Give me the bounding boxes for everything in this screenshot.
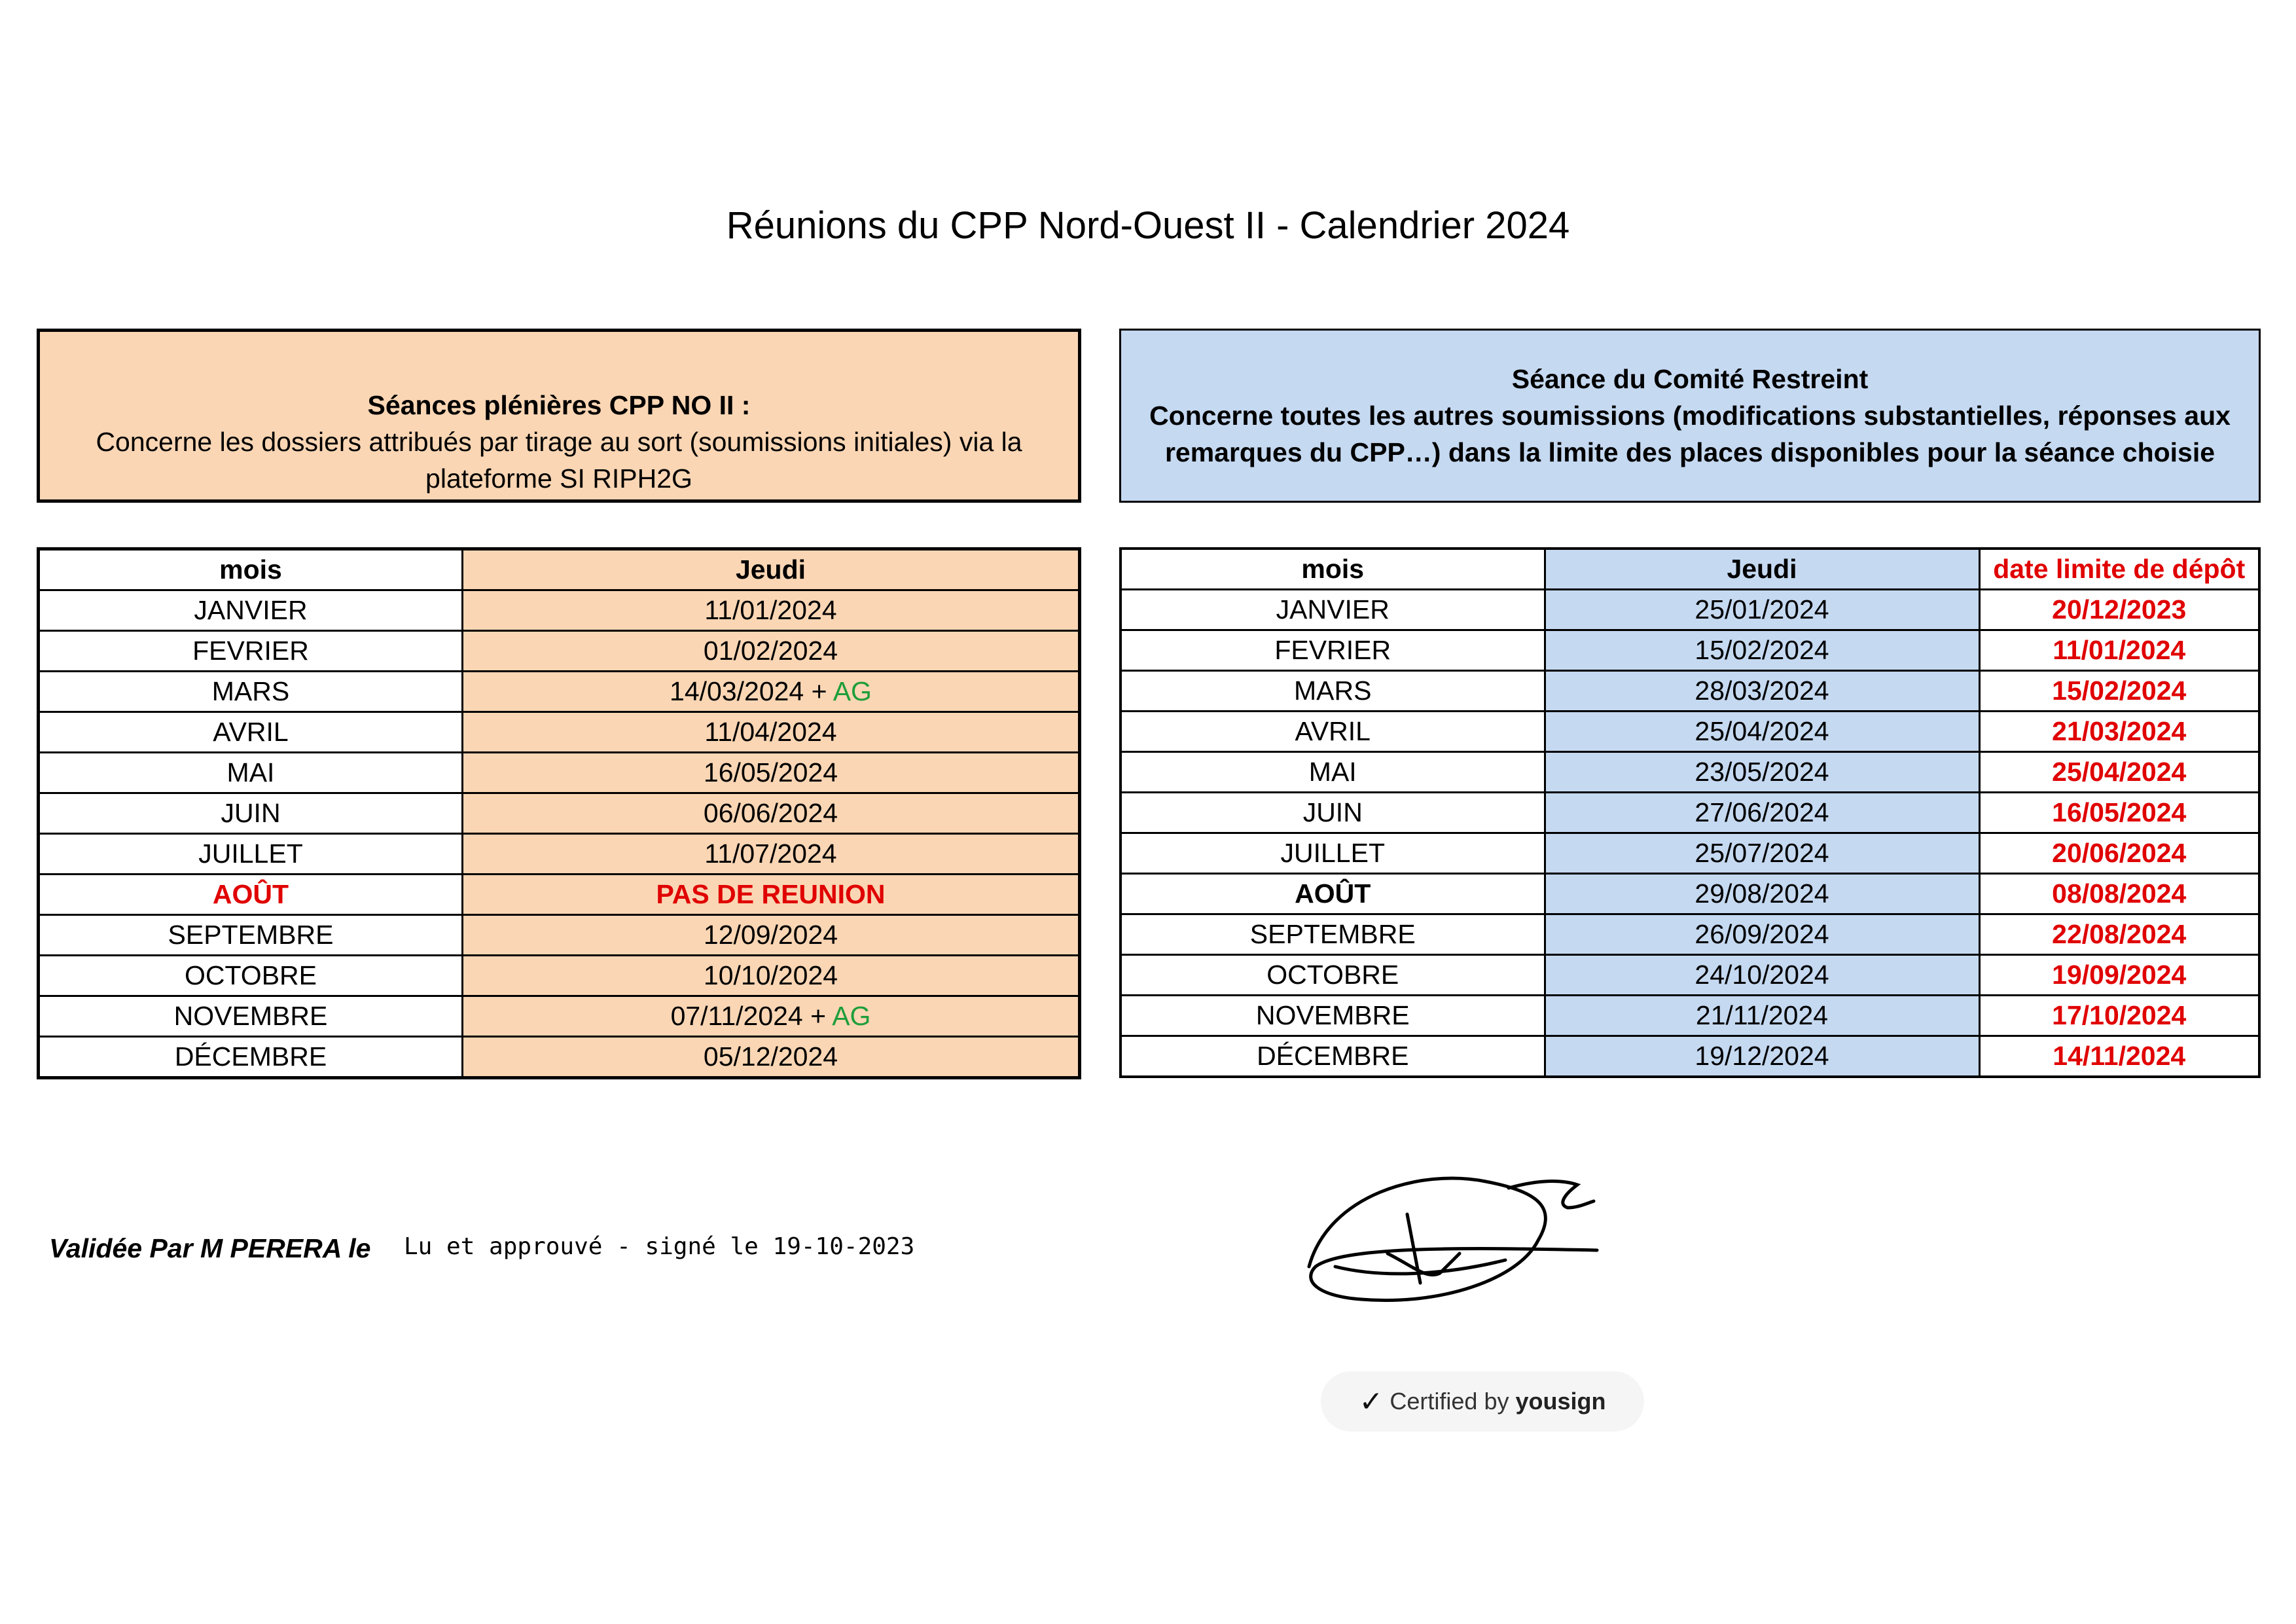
date-cell: [463, 996, 1080, 1037]
date-cell: [463, 915, 1080, 956]
deadline-cell: 22/08/2024: [1979, 914, 2259, 955]
month-cell: NOVEMBRE: [1121, 996, 1545, 1036]
date-cell: 24/10/2024: [1545, 955, 1979, 996]
date-cell: [463, 1037, 1080, 1078]
month-cell: MARS: [39, 672, 463, 712]
month-cell: MARS: [1121, 671, 1545, 712]
page-title: Réunions du CPP Nord-Ouest II - Calendrier 2024: [726, 204, 1570, 247]
date-text: PAS DE REUNION: [656, 879, 886, 909]
month-cell: JUILLET: [39, 834, 463, 875]
table-row: [39, 712, 1080, 753]
table-row: [39, 590, 1080, 631]
plenary-header-line1: Concerne les dossiers attribués par tirage au sort (soumissions initiales) via la: [96, 427, 1022, 457]
month-cell: AOÛT: [1121, 874, 1545, 914]
month-cell: JANVIER: [1121, 590, 1545, 630]
table-row: [1121, 671, 2259, 712]
committee-header-line1: Concerne toutes les autres soumissions (modifications substantielles, réponses aux: [1149, 401, 2231, 431]
deadline-cell: 16/05/2024: [1979, 793, 2259, 833]
table-row: [39, 834, 1080, 875]
date-text: 06/06/2024: [703, 798, 838, 828]
date-cell: 15/02/2024: [1545, 630, 1979, 671]
column-header-thursday: Jeudi: [463, 549, 1080, 590]
committee-header-box: [1119, 329, 2261, 503]
deadline-cell: 20/06/2024: [1979, 833, 2259, 874]
date-cell: 25/07/2024: [1545, 833, 1979, 874]
date-text: 11/04/2024: [704, 717, 837, 747]
table-row: [1121, 793, 2259, 833]
table-row: [1121, 630, 2259, 671]
date-text: 16/05/2024: [703, 757, 838, 787]
month-cell: JUIN: [39, 793, 463, 834]
date-cell: [463, 956, 1080, 996]
date-text: 11/07/2024: [704, 839, 837, 869]
date-text: 10/10/2024: [703, 960, 838, 990]
deadline-cell: 17/10/2024: [1979, 996, 2259, 1036]
table-row: [1121, 955, 2259, 996]
column-header-thursday: Jeudi: [1545, 549, 1979, 590]
deadline-cell: 19/09/2024: [1979, 955, 2259, 996]
month-cell: OCTOBRE: [39, 956, 463, 996]
month-cell: JUIN: [1121, 793, 1545, 833]
yousign-logo-text: yousign: [1515, 1388, 1606, 1415]
table-row: [1121, 914, 2259, 955]
deadline-cell: 25/04/2024: [1979, 752, 2259, 793]
month-cell: JUILLET: [1121, 833, 1545, 874]
month-cell: JANVIER: [39, 590, 463, 631]
date-cell: 23/05/2024: [1545, 752, 1979, 793]
plenary-table: [37, 547, 1081, 1079]
date-cell: [463, 672, 1080, 712]
handwritten-signature: [1289, 1168, 1630, 1339]
ag-marker: AG: [832, 1001, 871, 1031]
table-row: [1121, 1036, 2259, 1077]
badge-text: Certified by: [1390, 1388, 1509, 1415]
column-header-month: mois: [1121, 549, 1545, 590]
date-cell: [463, 753, 1080, 793]
date-text: 01/02/2024: [703, 636, 838, 666]
deadline-cell: 21/03/2024: [1979, 712, 2259, 752]
signature-statement: Lu et approuvé - signé le 19-10-2023: [404, 1233, 915, 1260]
month-cell: AVRIL: [1121, 712, 1545, 752]
date-cell: [463, 875, 1080, 915]
table-header-row: [1121, 549, 2259, 590]
month-cell: FEVRIER: [1121, 630, 1545, 671]
date-text: 07/11/2024 +: [670, 1001, 833, 1031]
table-row: [39, 793, 1080, 834]
month-cell: SEPTEMBRE: [1121, 914, 1545, 955]
date-text: 12/09/2024: [703, 920, 838, 950]
month-cell: MAI: [1121, 752, 1545, 793]
committee-table: [1119, 547, 2261, 1078]
committee-header-title: Séance du Comité Restreint: [1511, 364, 1869, 394]
table-row: [1121, 590, 2259, 630]
month-cell: DÉCEMBRE: [1121, 1036, 1545, 1077]
date-cell: 27/06/2024: [1545, 793, 1979, 833]
column-header-month: mois: [39, 549, 463, 590]
month-cell: FEVRIER: [39, 631, 463, 672]
committee-header-line2: remarques du CPP…) dans la limite des places disponibles pour la séance choisie: [1164, 437, 2215, 467]
date-cell: [463, 834, 1080, 875]
date-text: 14/03/2024 +: [670, 676, 833, 706]
validation-label: Validée Par M PERERA le: [49, 1233, 371, 1263]
date-cell: [463, 631, 1080, 672]
table-row: [1121, 874, 2259, 914]
month-cell: DÉCEMBRE: [39, 1037, 463, 1078]
month-cell: AVRIL: [39, 712, 463, 753]
month-cell: NOVEMBRE: [39, 996, 463, 1037]
plenary-header-line2: plateforme SI RIPH2G: [425, 463, 692, 494]
deadline-cell: 11/01/2024: [1979, 630, 2259, 671]
table-row: [39, 915, 1080, 956]
table-row: [1121, 833, 2259, 874]
month-cell: SEPTEMBRE: [39, 915, 463, 956]
date-text: 11/01/2024: [704, 595, 837, 625]
date-cell: 25/01/2024: [1545, 590, 1979, 630]
month-cell: MAI: [39, 753, 463, 793]
month-cell: OCTOBRE: [1121, 955, 1545, 996]
plenary-header-title: Séances plénières CPP NO II :: [367, 390, 751, 420]
check-icon: ✓: [1359, 1385, 1384, 1418]
table-row: [39, 996, 1080, 1037]
date-cell: [463, 712, 1080, 753]
date-cell: 28/03/2024: [1545, 671, 1979, 712]
deadline-cell: 14/11/2024: [1979, 1036, 2259, 1077]
deadline-cell: 15/02/2024: [1979, 671, 2259, 712]
table-row: [1121, 996, 2259, 1036]
date-cell: 21/11/2024: [1545, 996, 1979, 1036]
yousign-badge: [1321, 1371, 1644, 1432]
table-row: [39, 631, 1080, 672]
date-cell: 25/04/2024: [1545, 712, 1979, 752]
plenary-header-box: [37, 329, 1081, 503]
table-row: [39, 753, 1080, 793]
table-row: [39, 672, 1080, 712]
date-cell: [463, 793, 1080, 834]
deadline-cell: 08/08/2024: [1979, 874, 2259, 914]
deadline-cell: 20/12/2023: [1979, 590, 2259, 630]
date-cell: [463, 590, 1080, 631]
month-cell: AOÛT: [39, 875, 463, 915]
table-header-row: [39, 549, 1080, 590]
table-row: [39, 956, 1080, 996]
date-text: 05/12/2024: [703, 1041, 838, 1072]
table-row: [1121, 752, 2259, 793]
ag-marker: AG: [833, 676, 872, 706]
date-cell: 19/12/2024: [1545, 1036, 1979, 1077]
date-cell: 29/08/2024: [1545, 874, 1979, 914]
table-row: [39, 875, 1080, 915]
table-row: [39, 1037, 1080, 1078]
table-row: [1121, 712, 2259, 752]
column-header-deadline: date limite de dépôt: [1979, 549, 2259, 590]
date-cell: 26/09/2024: [1545, 914, 1979, 955]
